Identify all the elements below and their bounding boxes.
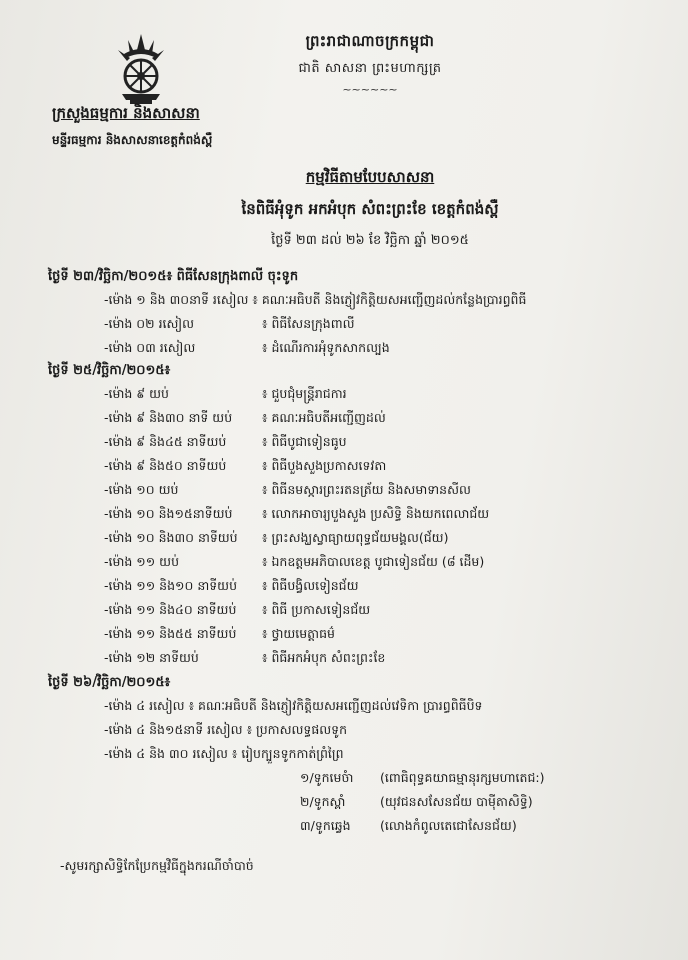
schedule-row [104, 434, 347, 453]
schedule-row [104, 650, 385, 669]
boat-team: (ពោធិពុទ្ធគយាធម្មានុរក្សមហាតេជ:) [380, 770, 545, 785]
day-heading: ថ្ងៃទី ២៦/វិច្ឆិកា/២០១៥៖ [48, 675, 171, 690]
schedule-row [104, 578, 359, 597]
boat-entry [300, 818, 517, 837]
schedule-activity: ៖ គណៈអធិបតីអញ្ជើញដល់ [262, 410, 386, 425]
schedule-row [104, 410, 386, 429]
schedule-row [104, 746, 344, 765]
document-title: កម្មវិធីតាមបែបសាសនា [305, 168, 435, 186]
schedule-time: -ម៉ោង ១ និង ៣០នាទី រសៀល [104, 292, 249, 307]
schedule-activity: ៖ ពិធីបង្វិលទៀនជ័យ [262, 578, 359, 593]
schedule-time: -ម៉ោង ៩ និង៤៥ នាទីយប់ [104, 434, 227, 449]
schedule-row [104, 530, 448, 549]
ministry-name: ក្រសួងធម្មការ និងសាសនា [52, 104, 200, 122]
document-title-block [150, 168, 590, 251]
schedule-time: -ម៉ោង ០៣ រសៀល [104, 340, 196, 355]
boat-name: ៣/ទូកឆ្វេង [300, 818, 351, 833]
schedule-activity: ៖ រៀបក្បួនទូកកាត់ព្រំព្រៃ [231, 746, 344, 761]
schedule-row [104, 506, 489, 525]
schedule-time: -ម៉ោង ១១ និង៥៥ នាទីយប់ [104, 626, 237, 641]
kingdom-name: ព្រះរាជាណាចក្រកម្ពុជា [305, 32, 435, 50]
schedule-activity: ៖ ពិធីសែនក្រុងពាលី [262, 316, 355, 331]
schedule-time: -ម៉ោង ៩ យប់ [104, 386, 169, 401]
day-heading: ថ្ងៃទី ២៥/វិច្ឆិកា/២០១៥៖ [48, 363, 171, 378]
boat-entry [300, 770, 544, 789]
schedule-time: -ម៉ោង ៩ និង៣០ នាទី យប់ [104, 410, 233, 425]
department-name: មន្ទីរធម្មការ និងសាសនាខេត្តកំពង់ស្ពឺ [52, 133, 213, 147]
schedule-row [104, 698, 482, 717]
schedule-time: -ម៉ោង ១០ និង១៥នាទីយប់ [104, 506, 233, 521]
schedule-activity: ៖ ពិធីអកអំបុក សំពះព្រះខែ [262, 650, 386, 665]
schedule-activity: ៖ ជួបជុំមន្ត្រីរាជការ [262, 386, 347, 401]
schedule-activity: ៖ ឯកឧត្តមអភិបាលខេត្ត បូជាទៀនជ័យ (៨ ដើម) [262, 554, 485, 569]
schedule-time: -ម៉ោង ១០ យប់ [104, 482, 179, 497]
schedule-row [104, 626, 335, 645]
day-heading: ថ្ងៃទី ២៣/វិច្ឆិកា/២០១៥៖ ពិធីសែនក្រុងពាលី ចុះទូក [48, 269, 299, 284]
ministry-emblem-icon [110, 32, 172, 106]
schedule-activity: ៖ គណៈអធិបតី និងភ្ញៀវកិត្តិយសអញ្ជើញដល់កន្លែងប្រារព្ធពិធី [252, 292, 527, 307]
schedule-time: -ម៉ោង ៤ និង១៥នាទី រសៀល [104, 722, 243, 737]
schedule-row [104, 292, 526, 311]
schedule-row [104, 554, 484, 573]
schedule-activity: ៖ ពិធី ប្រកាសទៀនជ័យ [262, 602, 371, 617]
schedule-activity: ៖ គណៈអធិបតី និងភ្ញៀវកិត្តិយសអញ្ជើញដល់វេទិកា ប្រារព្ធពិធីបិទ [188, 698, 483, 713]
schedule-activity: ៖ ប្រកាសលទ្ធផលទូក [246, 722, 348, 737]
national-motto: ជាតិ សាសនា ព្រះមហាក្សត្រ [298, 61, 442, 76]
schedule-time: -ម៉ោង ១០ និង៣០ នាទីយប់ [104, 530, 238, 545]
schedule-time: -ម៉ោង ១១ យប់ [104, 554, 180, 569]
schedule-row [104, 386, 347, 405]
document-date-range: ថ្ងៃទី ២៣ ដល់ ២៦ ខែ វិច្ឆិកា ឆ្នាំ ២០១៥ [271, 233, 469, 248]
kingdom-header [290, 32, 450, 96]
schedule-row [104, 316, 355, 335]
schedule-activity: ៖ ព្រះសង្ឃស្វាធ្យាយពុទ្ធជ័យមង្គល(ជ័យ) [262, 530, 449, 545]
boat-entry [300, 794, 533, 813]
document-subtitle: នៃពិធីអុំទូក អកអំបុក សំពះព្រះខែ ខេត្តកំពង់ស្ពឺ [241, 200, 499, 218]
ornament-divider: ~~~~~~ [342, 83, 398, 96]
boat-name: ២/ទូកស្ពាំ [300, 794, 346, 809]
schedule-time: -ម៉ោង ០២ រសៀល [104, 316, 195, 331]
schedule-row [104, 722, 347, 741]
schedule-time: -ម៉ោង ៤ រសៀល [104, 698, 185, 713]
schedule-time: -ម៉ោង ១១ និង១០ នាទីយប់ [104, 578, 238, 593]
boat-team: (លោងកំពូលតេជោសែនជ័យ) [380, 818, 517, 833]
schedule-activity: ៖ លោកអាចារ្យបួងសួង ប្រសិទ្ធិ និងយកពេលាជ័យ [262, 506, 490, 521]
schedule-activity: ៖ ថ្វាយមេត្តាធម៌ [262, 626, 335, 641]
schedule-activity: ៖ ពិធីបួងសួងប្រកាសទេវតា [262, 458, 387, 473]
schedule-row [104, 602, 370, 621]
schedule-activity: ៖ ដំណើរការអុំទូកសាកល្បង [262, 340, 390, 355]
schedule-time: -ម៉ោង ១២ នាទីយប់ [104, 650, 199, 665]
schedule-time: -ម៉ោង ៤ និង ៣០ រសៀល [104, 746, 228, 761]
schedule-activity: ៖ ពិធីនមស្ការព្រះរតនត្រ័យ និងសមាទានសីល [262, 482, 471, 497]
schedule-time: -ម៉ោង ១១ និង៤០ នាទីយប់ [104, 602, 237, 617]
footnote: -សូមរក្សាសិទ្ធិកែប្រែកម្មវិធីក្នុងករណីចាំបាច់ [60, 858, 254, 873]
boat-team: (យុវជនសសែនជ័យ បាម៉ីតាសិទ្ធិ) [380, 794, 533, 809]
schedule-time: -ម៉ោង ៩ និង៥០ នាទីយប់ [104, 458, 227, 473]
boat-name: ១/ទូកមេចំា [300, 770, 354, 785]
schedule-row [104, 458, 386, 477]
schedule-activity: ៖ ពិធីបូជាទៀនធូប [262, 434, 347, 449]
schedule-row [104, 482, 471, 501]
schedule-row [104, 340, 390, 359]
